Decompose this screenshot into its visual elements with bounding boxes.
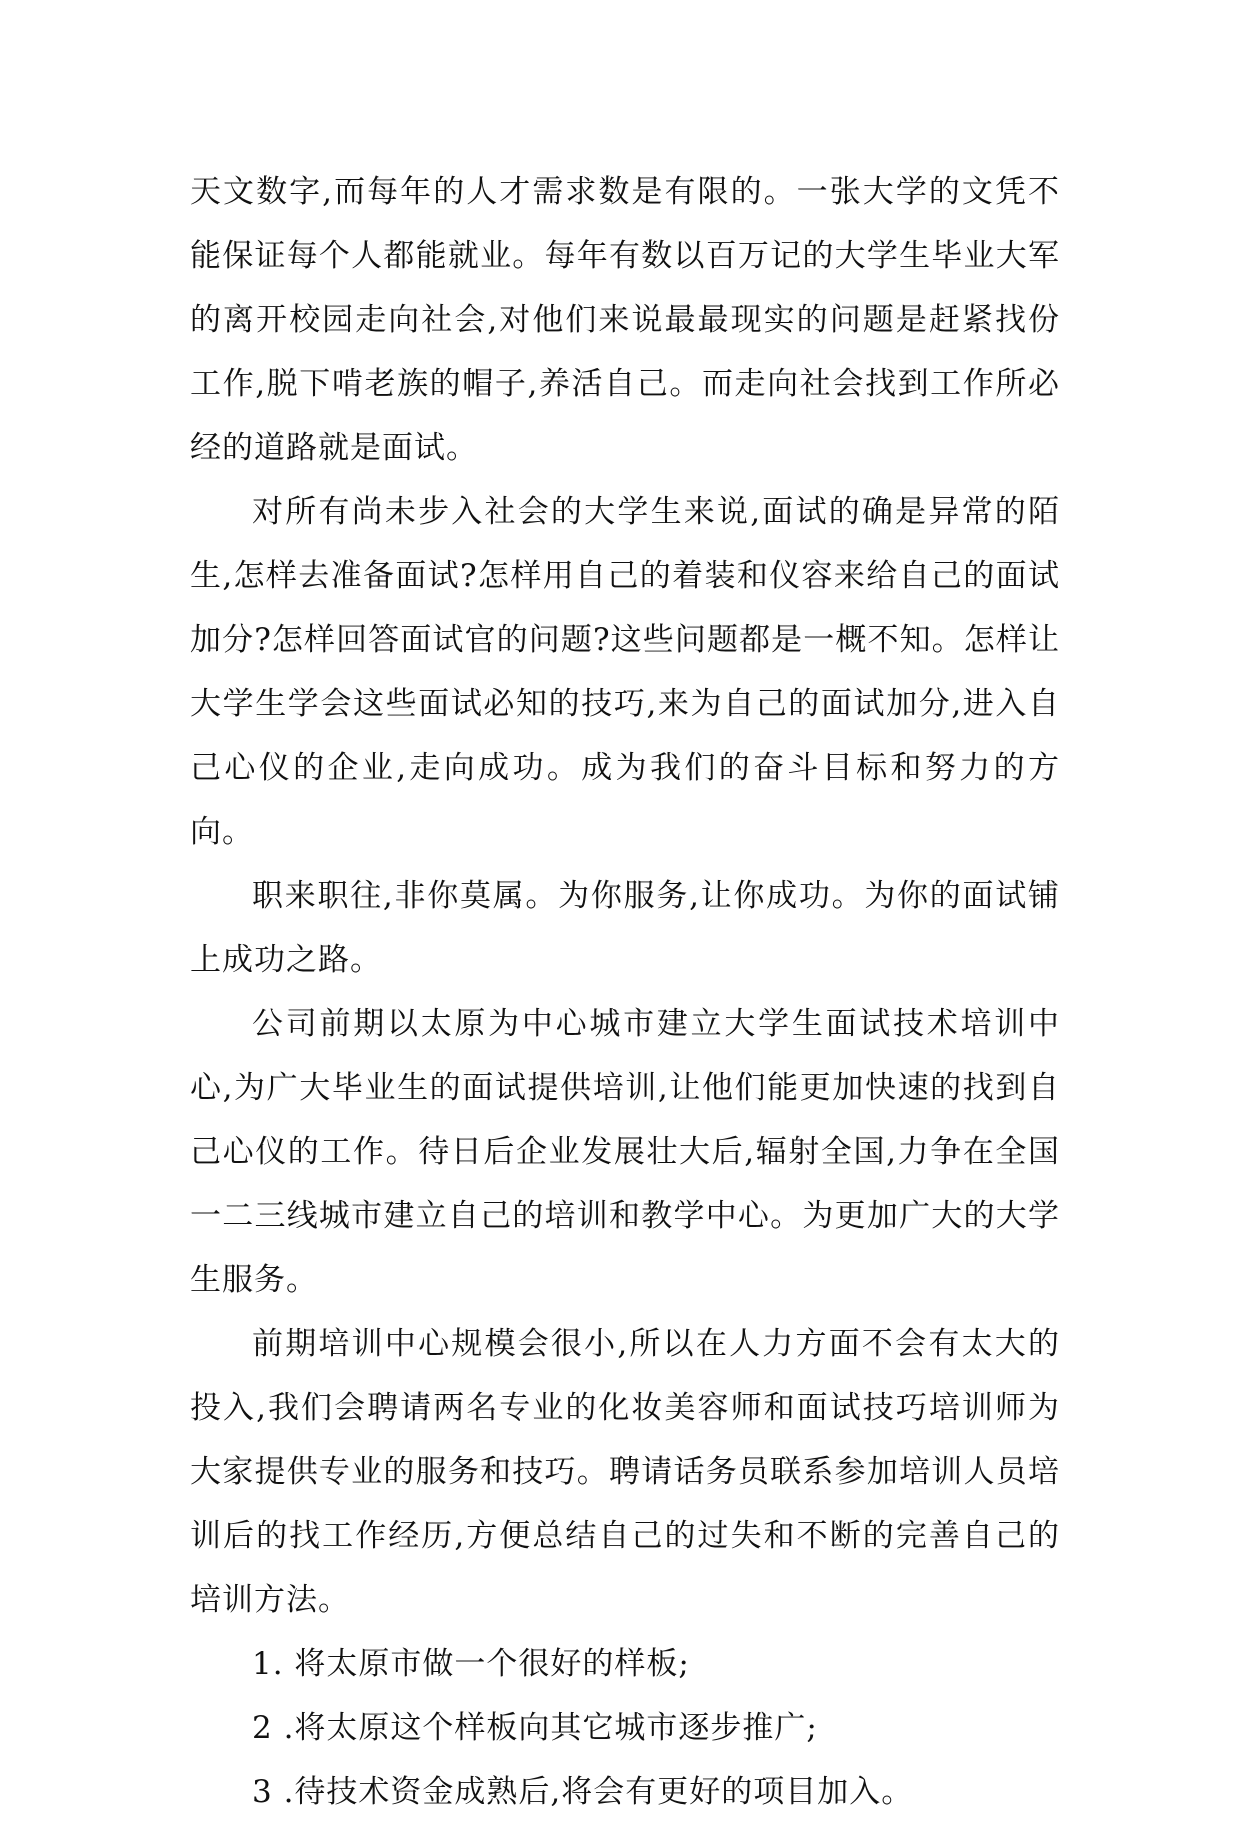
list-item: 1. 将太原市做一个很好的样板; [252, 1646, 690, 1682]
paragraph-slogan: 职来职往,非你莫属。为你服务,让你成功。为你的面试铺上成功之路。 [190, 878, 1060, 978]
document-body [190, 160, 1060, 1824]
plan-steps-list [190, 1632, 1060, 1824]
paragraph-continuation: 天文数字,而每年的人才需求数是有限的。一张大学的文凭不能保证每个人都能就业。每年有数以百万记的大学生毕业大军的离开校园走向社会,对他们来说最最现实的问题是赶紧找份工作,脱下啃老族的帽子,养活自己。而走向社会找到工作所必经的道路就是面试。 [190, 174, 1060, 466]
list-item: 2 .将太原这个样板向其它城市逐步推广; [252, 1710, 818, 1746]
paragraph-company-plan: 公司前期以太原为中心城市建立大学生面试技术培训中心,为广大毕业生的面试提供培训,让他们能更加快速的找到自己心仪的工作。待日后企业发展壮大后,辐射全国,力争在全国一二三线城市建立自己的培训和教学中心。为更加广大的大学生服务。 [190, 1006, 1060, 1298]
paragraph-interview-unfamiliar: 对所有尚未步入社会的大学生来说,面试的确是异常的陌生,怎样去准备面试?怎样用自己的着装和仪容来给自己的面试加分?怎样回答面试官的问题?这些问题都是一概不知。怎样让大学生学会这些面试必知的技巧,来为自己的面试加分,进入自己心仪的企业,走向成功。成为我们的奋斗目标和努力的方向。 [190, 494, 1060, 850]
paragraph-staffing: 前期培训中心规模会很小,所以在人力方面不会有太大的投入,我们会聘请两名专业的化妆美容师和面试技巧培训师为大家提供专业的服务和技巧。聘请话务员联系参加培训人员培训后的找工作经历,方便总结自己的过失和不断的完善自己的培训方法。 [190, 1326, 1060, 1618]
list-item: 3 .待技术资金成熟后,将会有更好的项目加入。 [252, 1774, 914, 1810]
